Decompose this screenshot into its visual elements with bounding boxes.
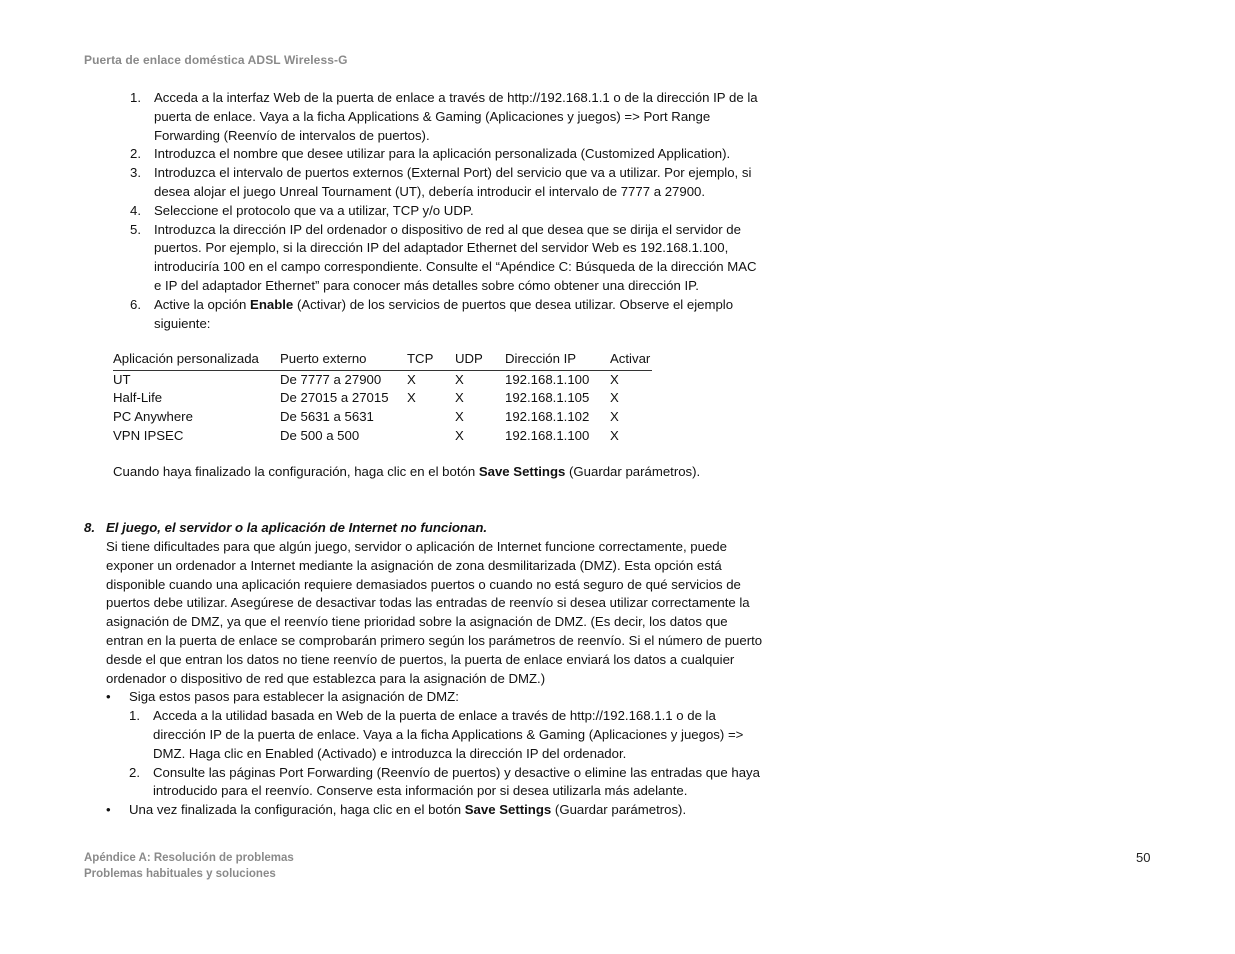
step-text-post: (Activar) de los servicios de puertos que desea utilizar. Observe el ejemplo siguiente: <box>154 296 734 331</box>
step-text: Acceda a la interfaz Web de la puerta de enlace a través de http://192.168.1.1 o de la dirección IP de la puerta de enlace. Vaya a la ficha Applications & Gaming (Aplicaciones y juegos) => Port Range Forwarding (Reenvío de intervalos de puertos). <box>154 90 758 143</box>
table-cell: 192.168.1.100 <box>505 427 590 443</box>
step-number: 1. <box>130 90 141 105</box>
step-number: 6. <box>130 296 141 312</box>
step-text: Introduzca el intervalo de puertos externos (External Port) del servicio que va a utilizar. Por ejemplo, si desea alojar el juego Unreal Tournament (UT), debería introducir el intervalo de 7777 a 27900. <box>154 165 752 199</box>
table-cell: VPN IPSEC <box>113 427 184 443</box>
table-cell: X <box>610 427 619 443</box>
table-cell: De 500 a 500 <box>280 427 360 443</box>
step-number: 4. <box>130 202 141 218</box>
table-row <box>113 427 652 446</box>
bullet-item <box>106 801 766 820</box>
table-cell: X <box>455 427 464 443</box>
list-item <box>130 164 760 202</box>
table-cell: X <box>407 371 416 387</box>
save-settings-term: Save Settings <box>464 802 552 818</box>
section-body <box>106 538 766 820</box>
steps-list <box>130 89 760 333</box>
column-header: Activar <box>610 351 651 366</box>
step-text: Acceda a la utilidad basada en Web de la puerta de enlace a través de http://192.168.1.1 o de la dirección IP de la puerta de enlace. Vaya a la ficha Applications & Gaming (Aplicaciones y juegos) => DMZ. Haga clic en Enabled (Activado) e introduzca la dirección IP del ordenador. <box>153 708 744 761</box>
column-header: TCP <box>407 351 434 366</box>
paragraph-text-post: (Guardar parámetros). <box>565 464 701 479</box>
step-number: 1. <box>129 708 140 724</box>
list-item <box>130 202 760 221</box>
step-number: 2. <box>130 146 141 162</box>
table-cell: De 27015 a 27015 <box>280 390 389 406</box>
table-cell: 192.168.1.100 <box>505 371 590 387</box>
list-item <box>106 764 766 802</box>
paragraph-text-pre: Cuando haya finalizado la configuración, haga clic en el botón <box>113 464 479 479</box>
table-cell: X <box>610 409 619 425</box>
step-text: Introduzca el nombre que desee utilizar para la aplicación personalizada (Customized Application). <box>154 146 731 162</box>
section-number: 8. <box>84 520 95 535</box>
step-number: 5. <box>130 221 141 237</box>
table-cell: 192.168.1.105 <box>505 390 590 406</box>
table-cell: X <box>407 390 416 406</box>
save-settings-term: Save Settings <box>478 464 566 479</box>
section-title: El juego, el servidor o la aplicación de Internet no funcionan. <box>106 520 488 535</box>
list-item <box>130 89 760 145</box>
port-forwarding-table <box>113 350 652 446</box>
column-header: Dirección IP <box>505 351 577 366</box>
table-cell: De 7777 a 27900 <box>280 371 382 387</box>
bullet-icon: • <box>106 689 111 705</box>
table-header-row <box>113 350 652 371</box>
section-heading <box>84 519 487 538</box>
page-footer <box>84 850 294 882</box>
section-paragraph: Si tiene dificultades para que algún juego, servidor o aplicación de Internet funcione correctamente, puede exponer un ordenador a Internet mediante la asignación de zona desmilitarizada (DMZ). Esta opción está disponible cuando una aplicación requiere demasiados puertos o cuando no está seguro de qué servicios de puertos debe utilizar. Asegúrese de desactivar todas las entradas de reenvío si desea utilizar correctamente la asignación de DMZ, ya que el reenvío tiene prioridad sobre la asignación de DMZ. (Es decir, los datos que entran en la puerta de enlace se comprobarán primero según los parámetros de reenvío. Si el número de puerto desde el que entran los datos no tiene reenvío de puertos, la puerta de enlace enviará los datos a cualquier ordenador o dispositivo de red que establezca para la asignación de DMZ.) <box>106 539 763 686</box>
table-cell: X <box>610 371 619 387</box>
list-item <box>130 145 760 164</box>
list-item <box>106 707 766 763</box>
step-text: Seleccione el protocolo que va a utilizar, TCP y/o UDP. <box>154 202 474 218</box>
step-text: Introduzca la dirección IP del ordenador o dispositivo de red al que desea que se dirija el servidor de puertos. Por ejemplo, si la dirección IP del adaptador Ethernet del servidor Web es 192.168.1.100, introduciría 100 en el campo correspondiente. Consulte el “Apéndice C: Búsqueda de la dirección MAC e IP del adaptador Ethernet” para conocer más detalles sobre cómo obtener una dirección IP. <box>154 221 757 293</box>
table-cell: X <box>455 409 464 425</box>
column-header: Puerto externo <box>280 351 367 366</box>
list-item <box>130 296 760 334</box>
step-number: 2. <box>129 764 140 780</box>
table-cell: Half-Life <box>113 390 163 406</box>
bullet-text-pre: Una vez finalizada la configuración, haga clic en el botón <box>129 802 465 818</box>
table-cell: X <box>455 371 464 387</box>
step-number: 3. <box>130 165 141 181</box>
table-cell: PC Anywhere <box>113 409 193 425</box>
footer-chapter: Apéndice A: Resolución de problemas <box>84 852 294 864</box>
column-header: UDP <box>455 351 483 366</box>
column-header: Aplicación personalizada <box>113 351 259 366</box>
list-item <box>130 221 760 296</box>
step-text-pre: Active la opción <box>154 296 251 312</box>
running-header: Puerta de enlace doméstica ADSL Wireless-G <box>84 53 348 67</box>
bullet-text-post: (Guardar parámetros). <box>551 802 687 818</box>
page-number: 50 <box>1136 850 1151 865</box>
table-cell: UT <box>113 371 131 387</box>
table-row <box>113 408 652 427</box>
save-settings-paragraph <box>113 463 700 482</box>
table-row <box>113 389 652 408</box>
step-text: Consulte las páginas Port Forwarding (Reenvío de puertos) y desactive o elimine las entradas que haya introducido para el reenvío. Conserve esta información por si desea utilizarla más adelante. <box>153 764 760 799</box>
table-cell: X <box>610 390 619 406</box>
table-cell: 192.168.1.102 <box>505 409 590 425</box>
bullet-text: Siga estos pasos para establecer la asignación de DMZ: <box>129 689 459 705</box>
bullet-icon: • <box>106 802 111 818</box>
table-cell: X <box>455 390 464 406</box>
bullet-item <box>106 688 766 707</box>
footer-section: Problemas habituales y soluciones <box>84 868 276 880</box>
table-cell: De 5631 a 5631 <box>280 409 374 425</box>
table-row <box>113 371 652 390</box>
enable-term: Enable <box>250 296 294 312</box>
